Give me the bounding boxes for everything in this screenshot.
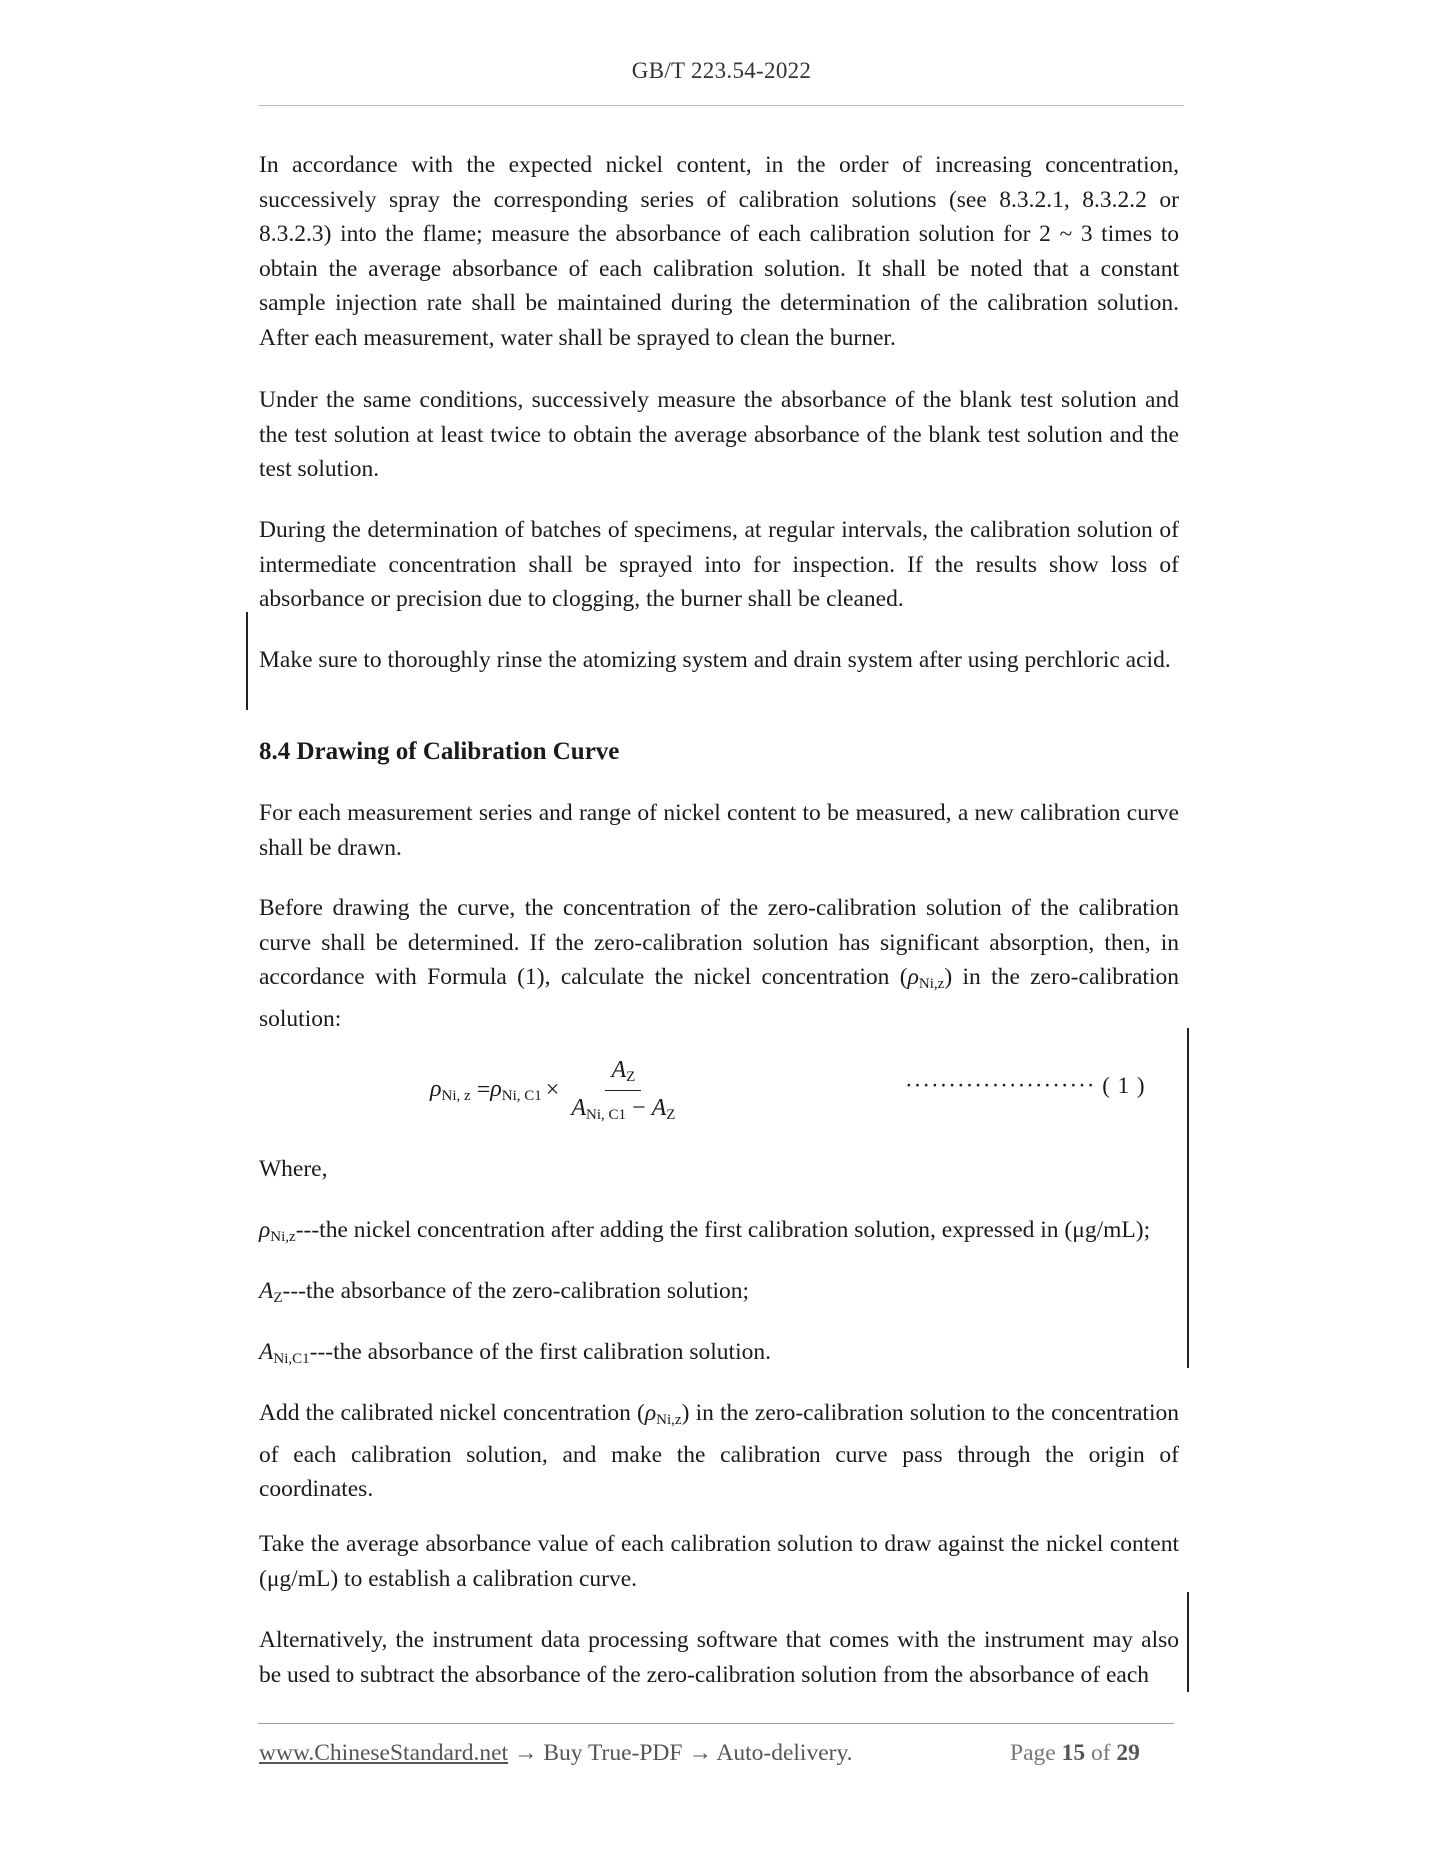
paragraph-batch-inspection: During the determination of batches of specimens, at regular intervals, the calibration solution of intermediate concentration shall be sprayed into for inspection. If the results show loss of absorbance or precision due to clogging, the burner shall be cleaned. [259,517,1179,613]
header-divider [258,105,1184,106]
footer-promo [259,1740,853,1767]
formula-rho-c1: $\rho_{Ni, C1}$ [490,1075,542,1104]
where-label: Where, [259,1156,328,1182]
paragraph-software-alternative: Alternatively, the instrument data processing software that comes with the instrument may also be used to subtract the absorbance of the zero-calibration solution from the absorbance of each [259,1627,1179,1688]
site-link[interactable]: www.ChineseStandard.net [259,1740,509,1766]
paragraph-average-absorbance: Take the average absorbance value of each calibration solution to draw against the nickel content (μg/mL) to establish a calibration curve. [259,1531,1179,1592]
formula-numerator: $A_Z$ [605,1057,641,1091]
formula-denominator: $A_{Ni, C1} - A_Z$ [571,1094,676,1123]
current-page-number: 15 [1061,1740,1086,1766]
definition-rho-ni-z: $\rho_{Ni,z}--$-the nickel concentration after adding the first calibration solution, expressed in (μg/mL); [259,1217,1151,1245]
paragraph-calibration-spraying: In accordance with the expected nickel content, in the order of increasing concentration, successively spray the corresponding series of calibration solutions (see 8.3.2.1, 8.3.2.2 or 8.3.2.3) into the flame; measure the absorbance of each calibration solution for 2 ~ 3 times to obtain the average absorbance of each calibration solution. It shall be noted that a constant sample injection rate shall be maintained during the determination of the calibration solution. After each measurement, water shall be sprayed to clean the burner. [259,152,1179,351]
total-page-number: 29 [1116,1740,1140,1766]
definition-a-ni-c1: $A_{Ni,C1}--$-the absorbance of the first calibration solution. [259,1339,771,1367]
page-header-standard-code: GB/T 223.54-2022 [631,58,812,83]
revision-bar [246,612,248,710]
formula-fraction [567,1057,679,1124]
page-counter: Page 15 of 29 [1010,1740,1140,1766]
definition-a-z: $A_Z--$-the absorbance of the zero-calibration solution; [259,1278,750,1306]
revision-bar [1187,1592,1189,1692]
formula-number: ······················ ( 1 ) [905,1073,1146,1098]
paragraph-rinse-system: Make sure to thoroughly rinse the atomizing system and drain system after using perchloric acid. [259,647,1171,673]
formula-1 [430,1050,760,1130]
revision-bar [1187,1028,1189,1368]
formula-equals: = [476,1076,491,1103]
paragraph-add-concentration: Add the calibrated nickel concentration $(\rho_{Ni,z})$ in the zero-calibration solution to the concentration of each calibration solution, and make the calibration curve pass through the origin of coordinates. [259,1400,1179,1503]
paragraph-blank-measurement: Under the same conditions, successively measure the absorbance of the blank test solution and the test solution at least twice to obtain the average absorbance of the blank test solution and the test solution. [259,387,1179,483]
formula-times: × [545,1076,560,1103]
section-heading: 8.4 Drawing of Calibration Curve [259,738,620,765]
paragraph-new-curve: For each measurement series and range of nickel content to be measured, a new calibration curve shall be drawn. [259,800,1179,861]
footer-tagline: → Buy True-PDF → Auto-delivery. [508,1740,853,1766]
formula-lhs: $\rho_{Ni, z}$ [430,1075,471,1104]
footer-divider [258,1723,1174,1724]
paragraph-zero-calibration: Before drawing the curve, the concentration of the zero-calibration solution of the calibration curve shall be determined. If the zero-calibration solution has significant absorption, then, in accordance with Formula (1), calculate the nickel concentration $(\rho_{Ni,z})$ in the zero-calibration solution: [259,895,1179,1032]
